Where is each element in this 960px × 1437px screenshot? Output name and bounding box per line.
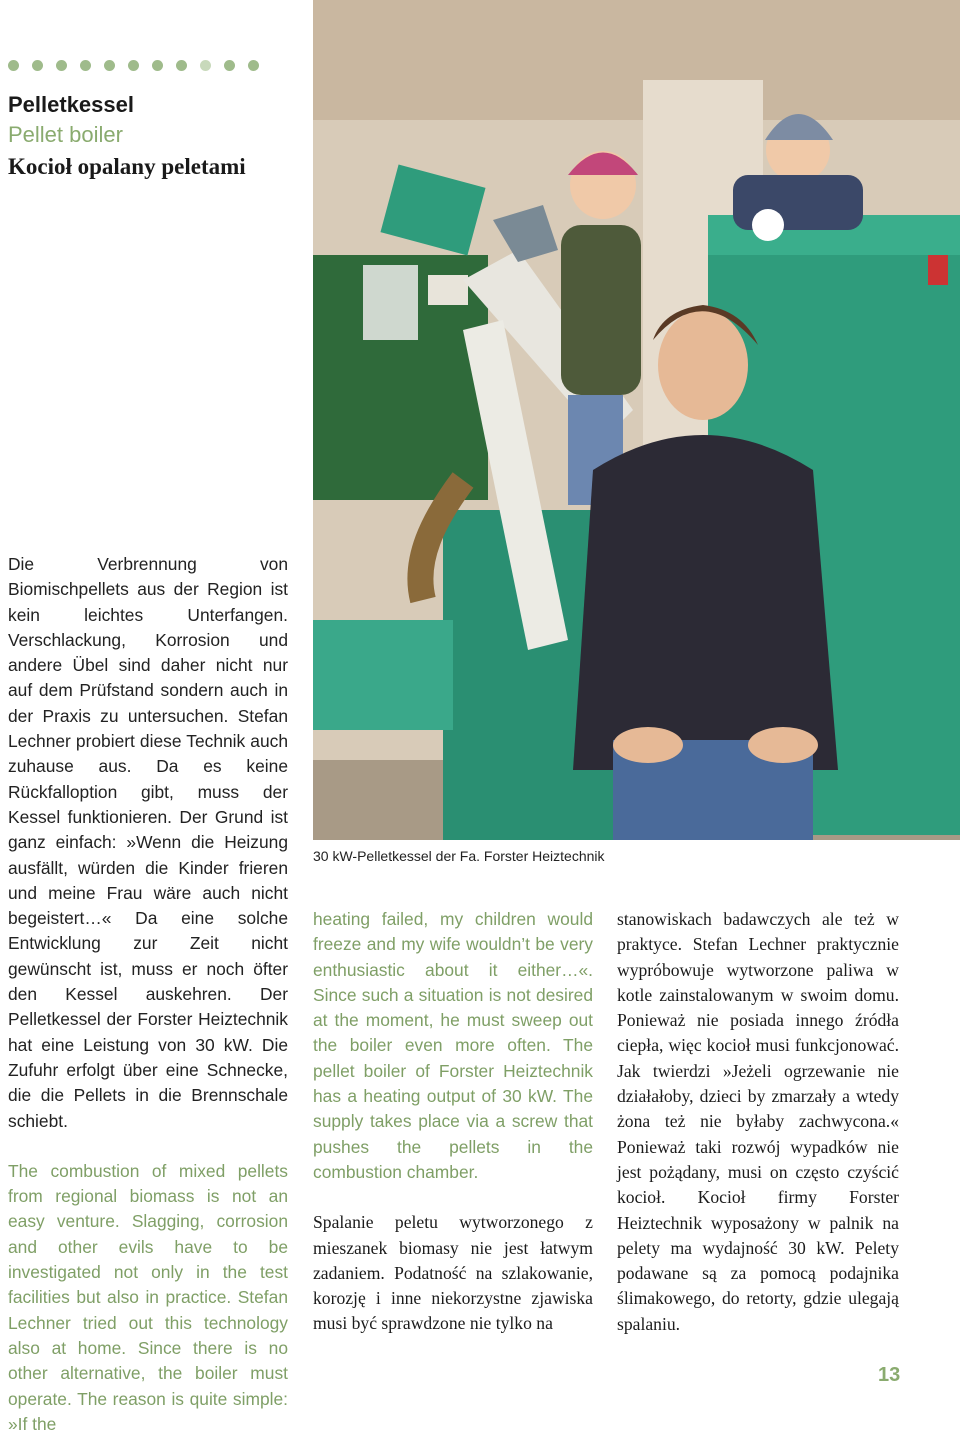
text-column-3 bbox=[617, 907, 899, 1337]
dot bbox=[80, 60, 91, 71]
text-column-1 bbox=[8, 552, 288, 1437]
dot bbox=[248, 60, 259, 71]
english-body-text-part1: The combustion of mixed pellets from regional biomass is not an easy venture. Slagging, corrosion and other evils have to be investigated not only in the test facilities but also in practice. Stefan Lechner tried out this technology also at home. Since there is no other alternative, the boiler must operate. The reason is quite simple: »If the bbox=[8, 1160, 288, 1434]
dot bbox=[32, 60, 43, 71]
section-heading bbox=[8, 90, 303, 184]
dot bbox=[176, 60, 187, 71]
dot bbox=[224, 60, 235, 71]
dot bbox=[56, 60, 67, 71]
polish-body-text-part2: stanowiskach badawczych ale też w praktyce. Stefan Lechner praktycznie wypróbowuje wytworzone paliwa w kotle zainstalowanym w swoim domu. Ponieważ nie posiada innego źródła ciepła, więc kocioł musi funkcjonować. Jak twierdzi »Jeżeli ogrzewanie nie działałoby, dzieci by zmarzały a wtedy żona też nie byłaby zachwycona.« Ponieważ taki rozwój wypadków nie jest pożądany, musi on często czyścić kocioł. Kocioł firmy Forster Heiztechnik wyposażony w palnik na pelety ma wydajność 30 kW. Pelety podawane są za pomocą podajnika ślimakowego, do retorty, gdzie ulegają spalaniu. bbox=[617, 909, 899, 1334]
german-body-text: Die Verbrennung von Biomischpellets aus der Region ist kein leichtes Unterfangen. Verschlackung, Korrosion und andere Übel sind daher nicht nur auf dem Prüfstand sondern auch in der Praxis zu untersuchen. Stefan Lechner probiert diese Technik auch zuhause aus. Da es keine Rückfalloption gibt, muss der Kessel funktionieren. Der Grund ist ganz einfach: »Wenn die Heizung ausfällt, würden die Kinder frieren und meine Frau wäre auch nicht begeistert…« Da eine solche Entwicklung zur Zeit nicht gewünscht ist, muss er noch öfter den Kessel auskehren. Der Pelletkessel der Forster Heiztechnik hat eine Leistung von 30 kW. Die Zufuhr erfolgt über eine Schnecke, die die Pellets in die Brennschale schiebt. bbox=[8, 554, 288, 1131]
text-column-2 bbox=[313, 907, 593, 1337]
title-polish: Kocioł opalany peletami bbox=[8, 154, 246, 179]
dot bbox=[104, 60, 115, 71]
decorative-dot-row bbox=[8, 60, 259, 71]
english-body-text-part2: heating failed, my children would freeze and my wife wouldn’t be very enthusiastic about it either…«. Since such a situation is not desired at the moment, he must sweep out the boiler even more often. The pellet boiler of Forster Heiztechnik has a heating output of 30 kW. The supply takes place via a screw that pushes the pellets in the combustion chamber. bbox=[313, 909, 593, 1182]
title-english: Pellet boiler bbox=[8, 122, 123, 147]
dot bbox=[200, 60, 211, 71]
dot bbox=[152, 60, 163, 71]
title-german: Pelletkessel bbox=[8, 92, 134, 117]
polish-body-text-part1: Spalanie peletu wytworzonego z mieszanek biomasy nie jest łatwym zadaniem. Podatność na szlakowanie, korozję i inne niekorzystne zjawiska musi być sprawdzone nie tylko na bbox=[313, 1212, 593, 1334]
photo-caption: 30 kW-Pelletkessel der Fa. Forster Heiztechnik bbox=[313, 848, 605, 864]
page-number: 13 bbox=[878, 1364, 901, 1386]
dot bbox=[128, 60, 139, 71]
boiler-photo bbox=[313, 0, 960, 840]
dot bbox=[8, 60, 19, 71]
